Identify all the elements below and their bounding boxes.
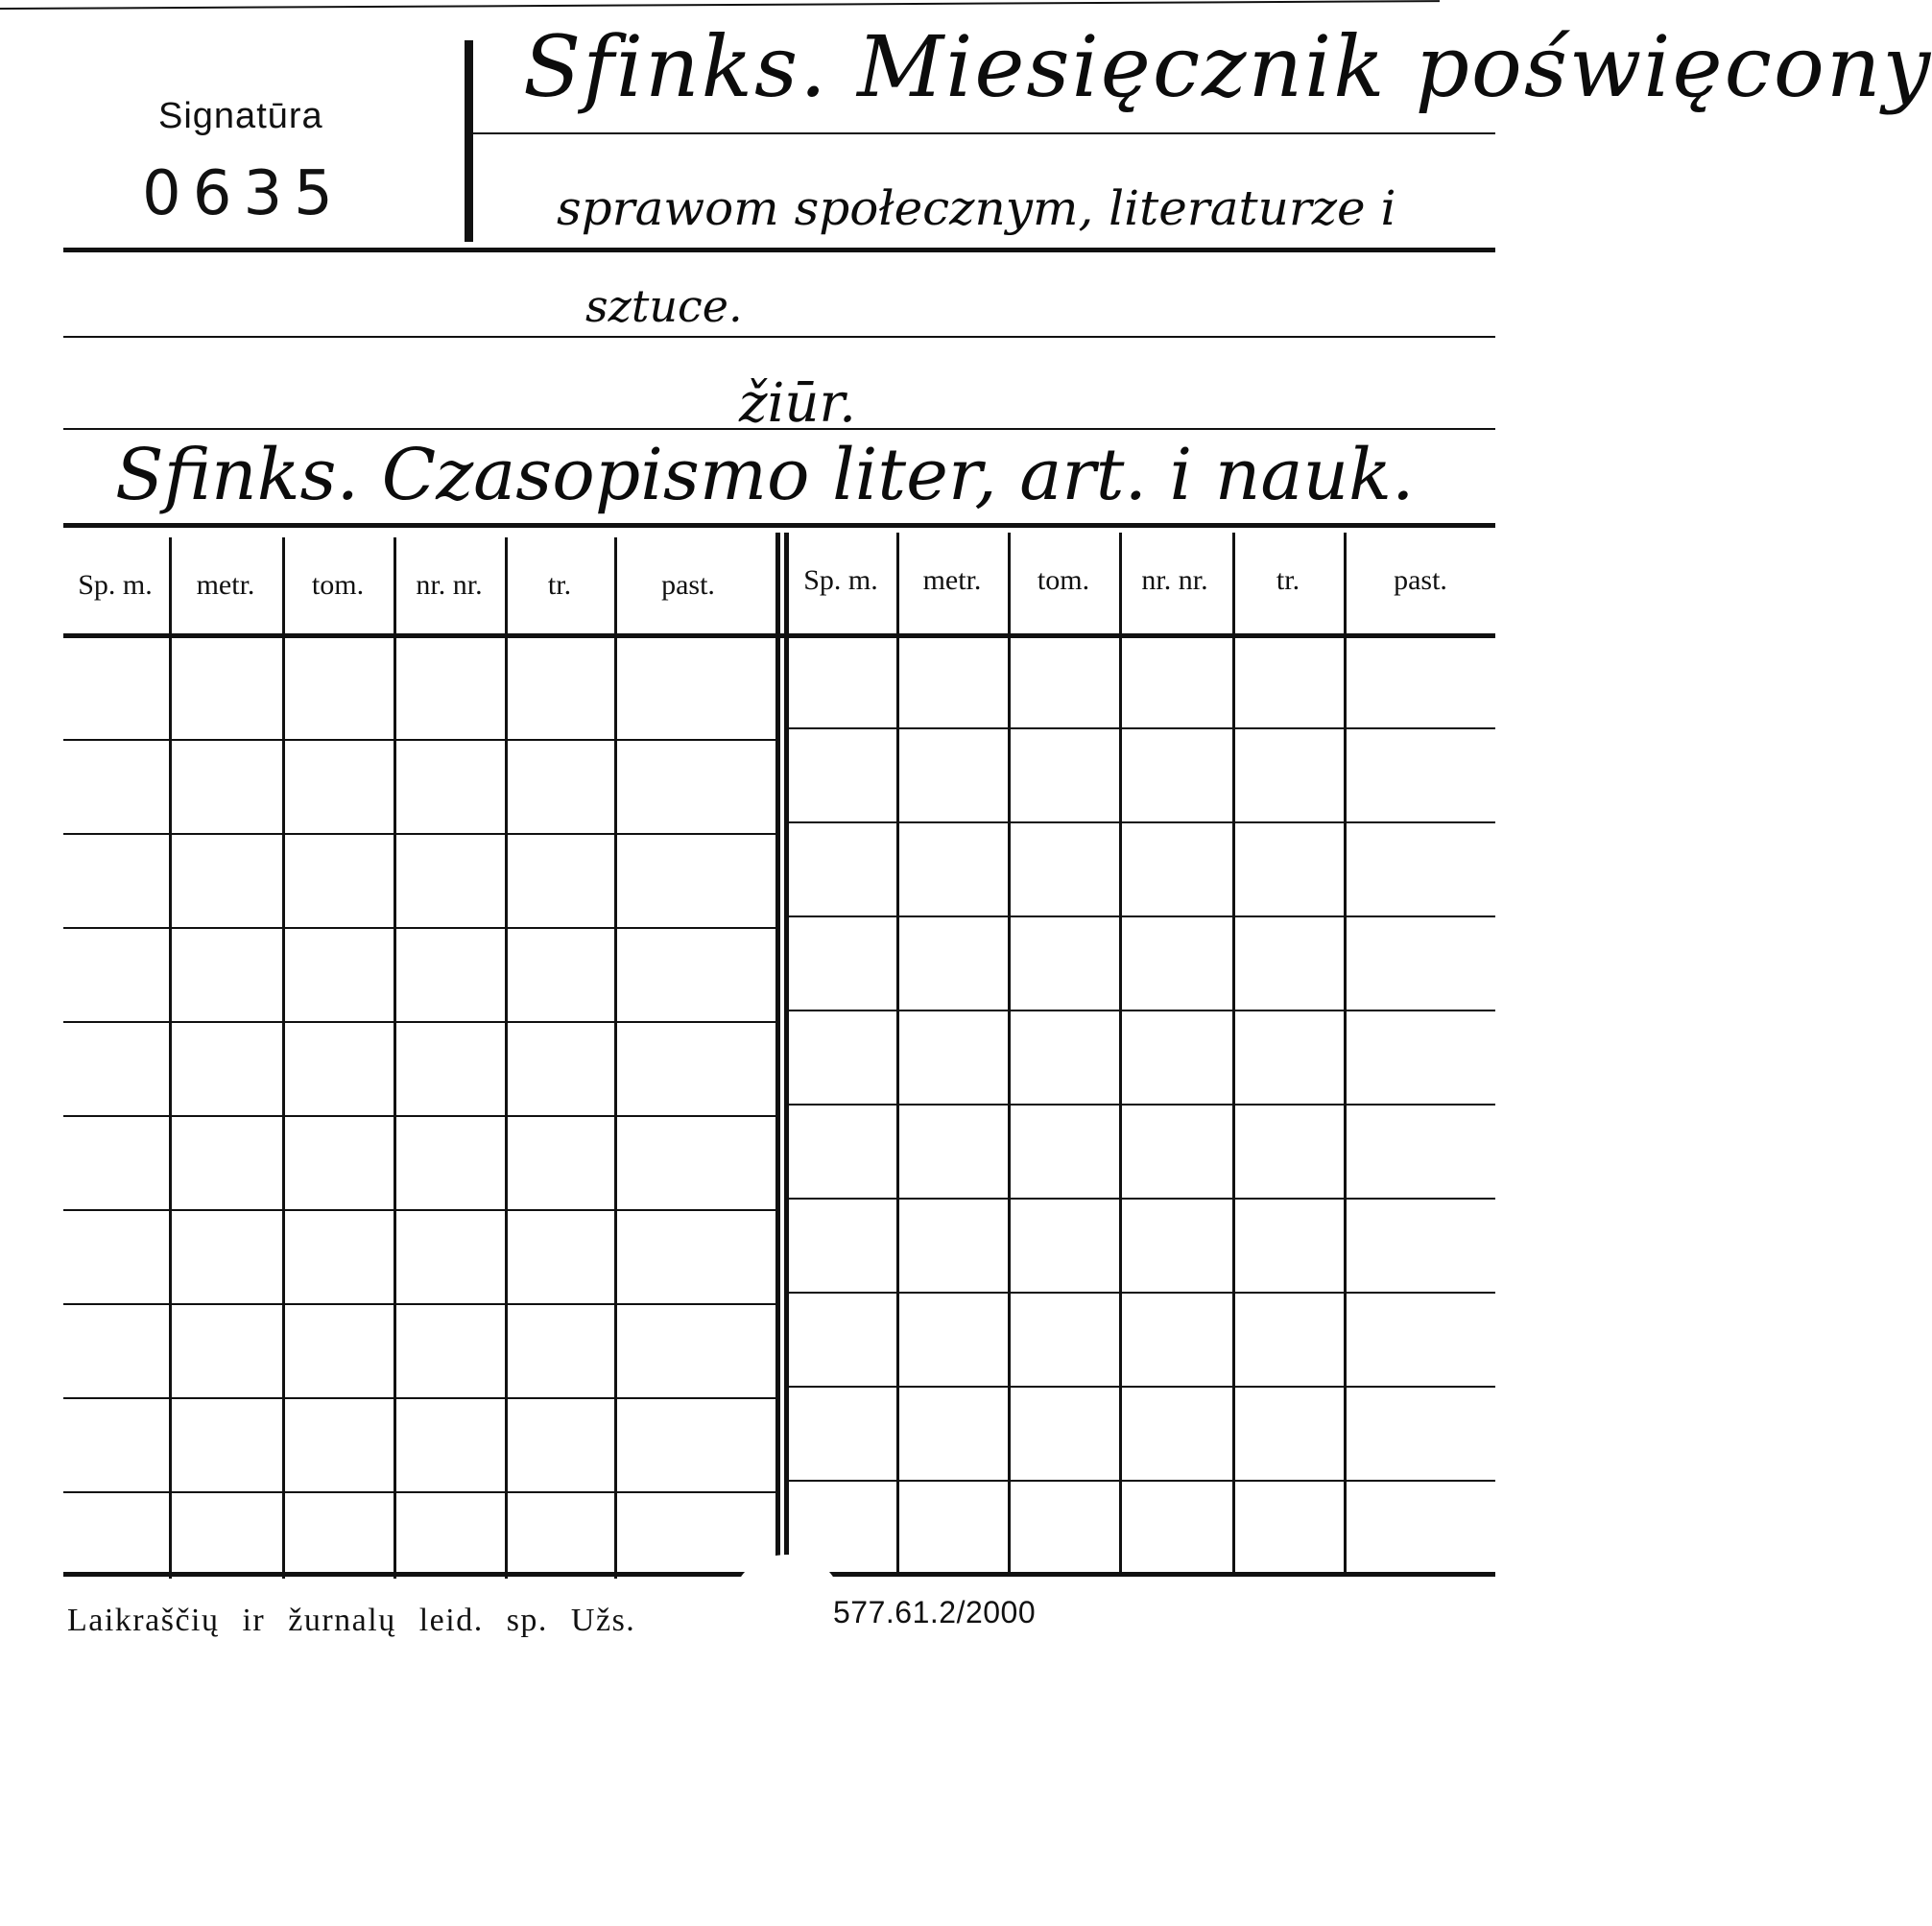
center-double-line [775, 533, 780, 1579]
row-line [789, 727, 1495, 729]
column-line [896, 533, 899, 1574]
column-line [282, 537, 285, 1579]
col-header-past-left: past. [661, 569, 715, 601]
row-line [789, 1386, 1495, 1388]
rule-line-heavy [63, 523, 1495, 528]
row-line [789, 821, 1495, 823]
row-line [63, 739, 775, 741]
title-line-3: sztuce. [585, 280, 743, 332]
row-line [63, 927, 775, 929]
row-line [789, 1010, 1495, 1011]
card-top-edge [0, 0, 1440, 10]
row-line [63, 1115, 775, 1117]
row-line [63, 1021, 775, 1023]
rule-line [63, 336, 1495, 338]
col-header-tr-right: tr. [1276, 564, 1300, 596]
column-line [1008, 533, 1011, 1574]
row-line [63, 1209, 775, 1211]
row-line [63, 1303, 775, 1305]
col-header-past-right: past. [1394, 564, 1447, 596]
col-header-nrnr-left: nr. nr. [416, 569, 483, 601]
col-header-metr-right: metr. [922, 564, 982, 596]
row-line [63, 833, 775, 835]
row-line [789, 915, 1495, 917]
title-line-2: sprawom społecznym, literaturze i [557, 180, 1396, 236]
rule-line-heavy [63, 248, 1495, 252]
column-line [1119, 533, 1122, 1574]
col-header-tom-right: tom. [1037, 564, 1090, 596]
row-line [63, 1397, 775, 1399]
column-line [1344, 533, 1347, 1574]
row-line [789, 1198, 1495, 1200]
signature-divider [465, 40, 473, 242]
row-line [789, 1104, 1495, 1106]
rule-line [473, 132, 1495, 134]
see-also-label: žiūr. [739, 372, 856, 435]
column-line [505, 537, 508, 1579]
see-also-entry: Sfinks. Czasopismo liter, art. i nauk. [115, 434, 1415, 516]
printer-code: 577.61.2/2000 [833, 1595, 1037, 1629]
printer-imprint: Laikraščių ir žurnalų leid. sp. Užs. [67, 1603, 636, 1638]
col-header-metr-left: metr. [196, 569, 255, 601]
column-line [394, 537, 396, 1579]
col-header-sp-m-right: Sp. m. [803, 564, 878, 596]
title-line-1: Sfinks. Miesięcznik poświęcony [523, 17, 1932, 116]
row-line [63, 1491, 775, 1493]
col-header-tom-left: tom. [311, 569, 365, 601]
center-double-line [784, 533, 789, 1579]
column-line [1232, 533, 1235, 1574]
signature-label: Signatūra [158, 96, 323, 136]
col-header-nrnr-right: nr. nr. [1141, 564, 1208, 596]
col-header-tr-left: tr. [547, 569, 572, 601]
column-line [614, 537, 617, 1579]
col-header-sp-m-left: Sp. m. [78, 569, 153, 601]
paper-tear [734, 1555, 840, 1641]
row-line [789, 1292, 1495, 1294]
row-line [789, 1480, 1495, 1482]
column-line [169, 537, 172, 1579]
signature-number: 0635 [142, 158, 345, 229]
